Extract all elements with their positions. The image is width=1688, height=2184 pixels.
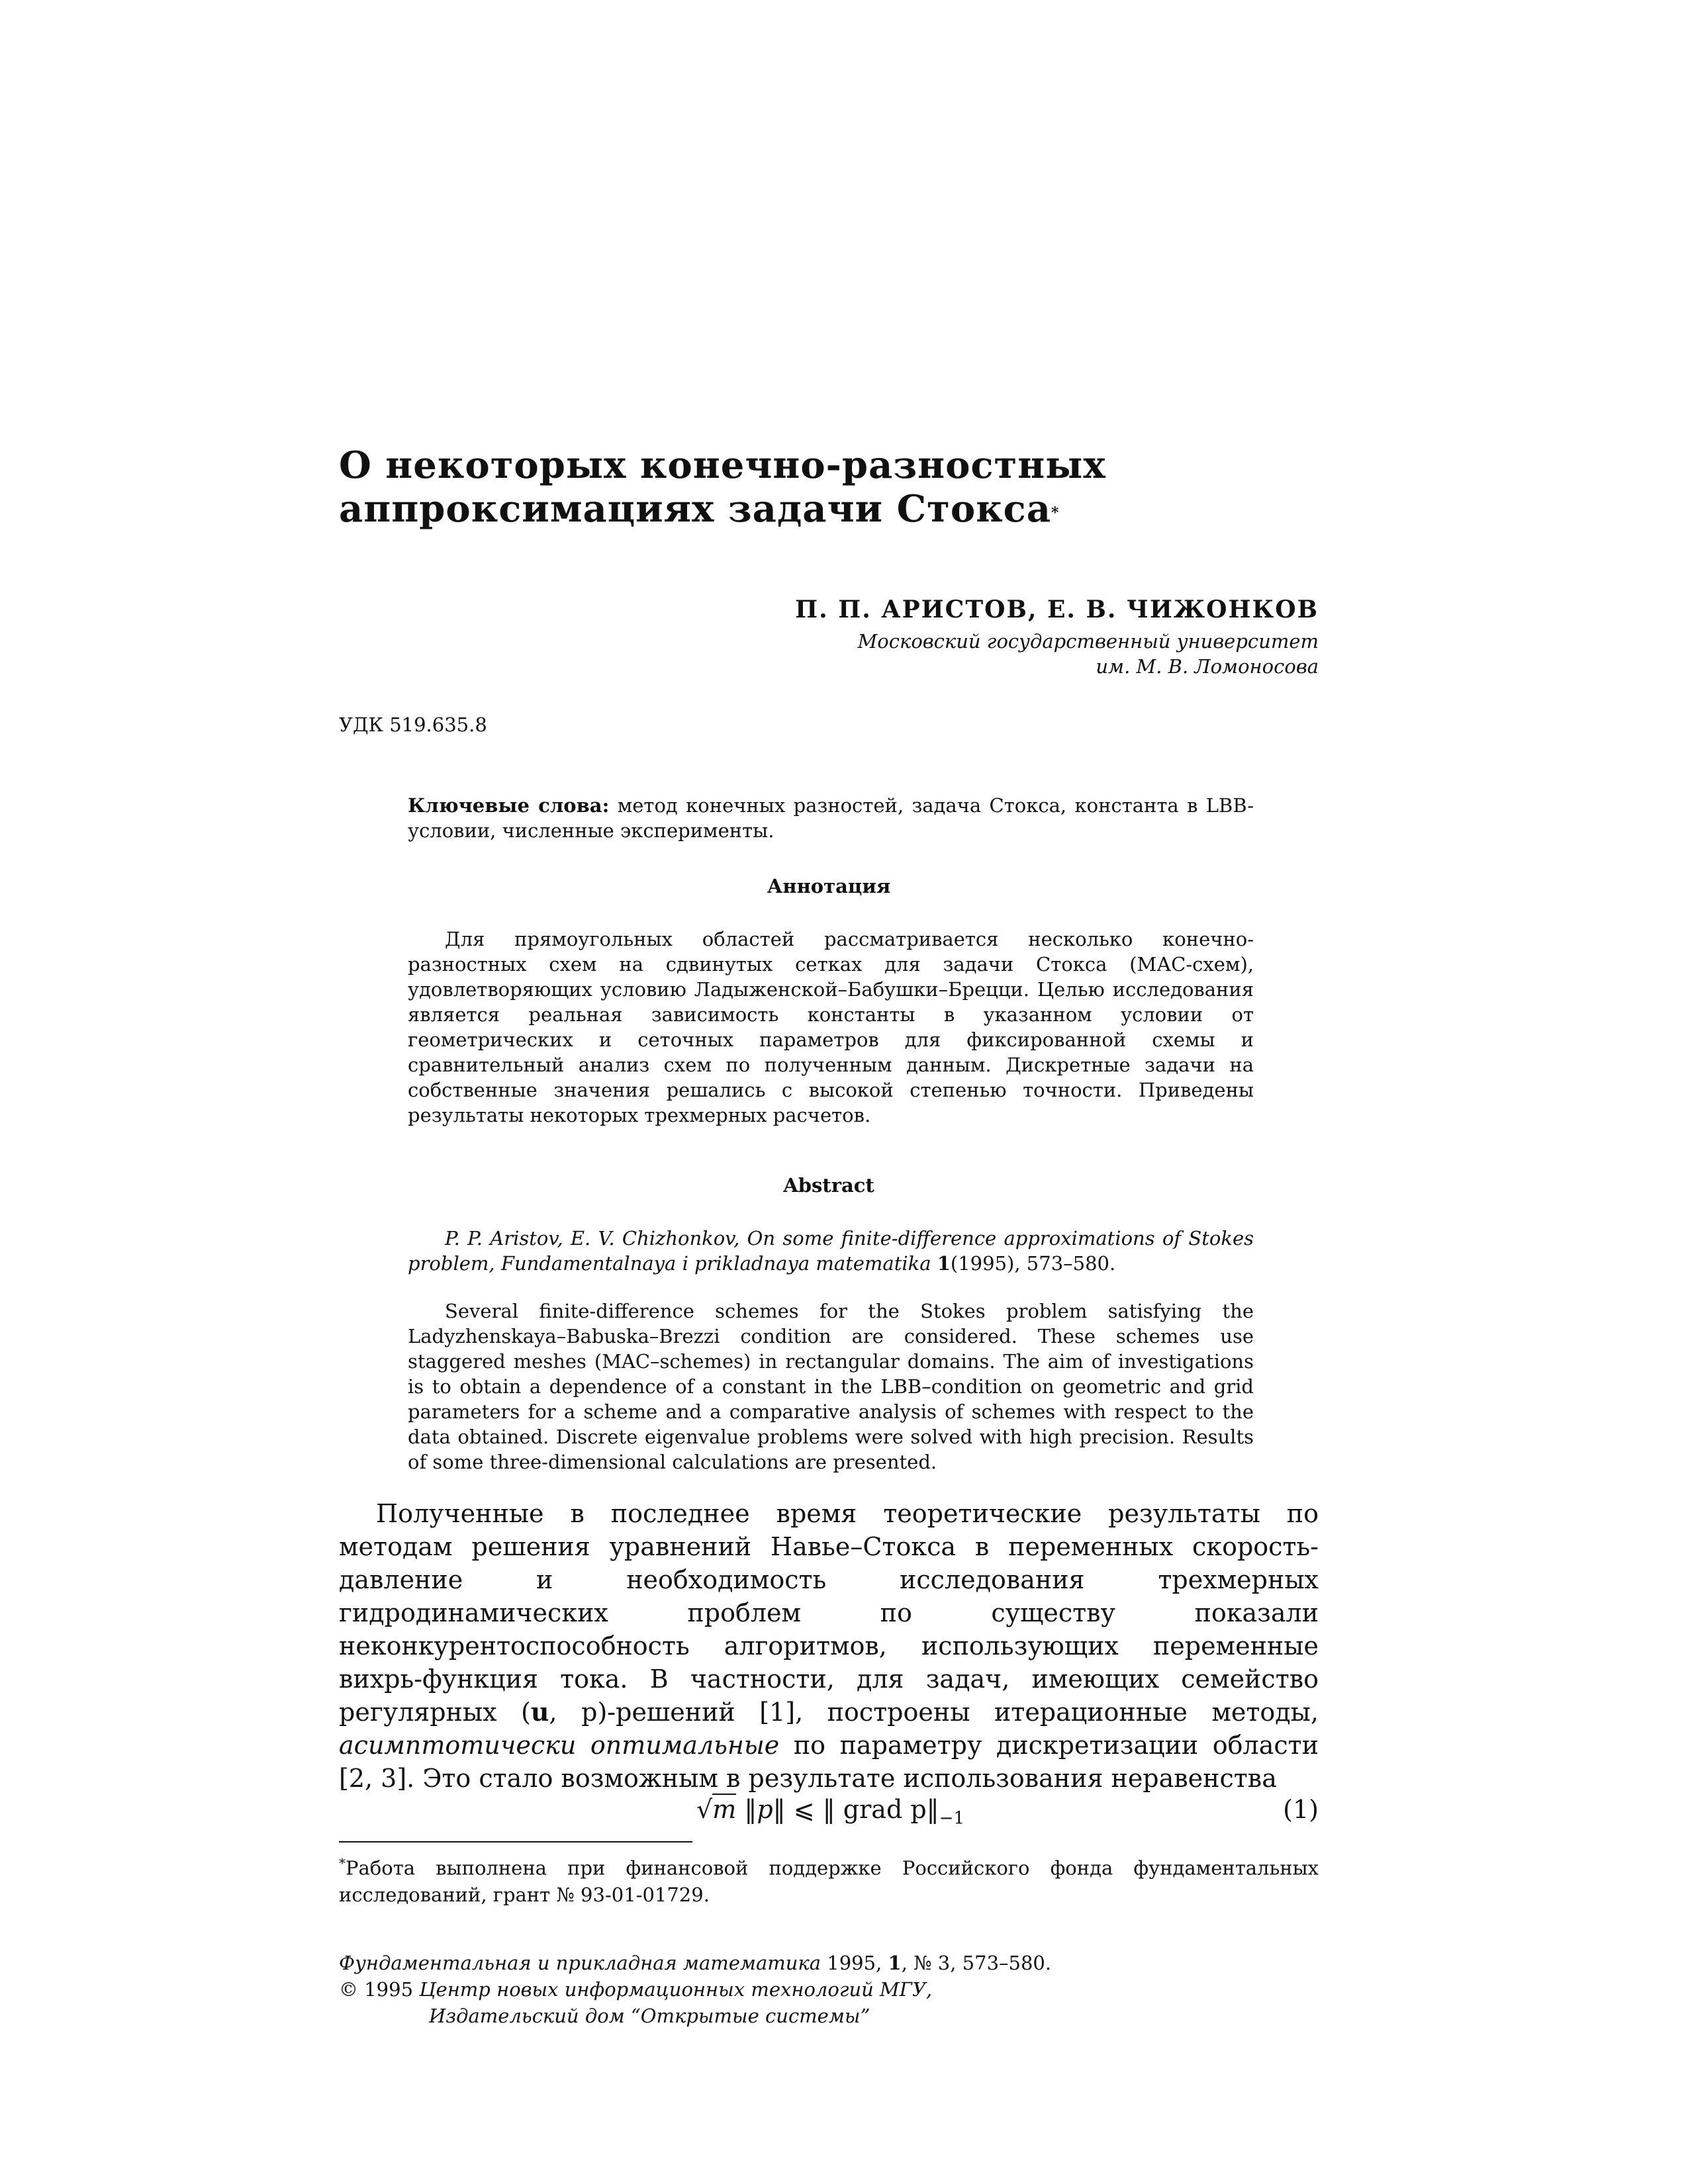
- abstract-text: Several finite-difference schemes for the Stokes problem satisfying the Ladyzhenskaya–Babuska–Brezzi condition are considered. These schemes use staggered meshes (MAC–schemes) in rectangular domains. The aim of investigations is to obtain a dependence of a constant in the LBB–condition on geometric and grid parameters for a scheme and a comparative analysis of schemes with respect to the data obtained. Discrete eigenvalue problems were solved with high precision. Results of some three-dimensional calculations are presented.: [408, 1300, 1254, 1473]
- journal-publisher: Издательский дом “Открытые системы”: [429, 2005, 870, 2027]
- journal-line-1: [339, 1950, 1319, 1976]
- authors: П. П. АРИСТОВ, Е. В. ЧИЖОНКОВ: [795, 596, 1319, 623]
- journal-issue-pages: , № 3, 573–580.: [901, 1952, 1052, 1974]
- title-line-2: [339, 487, 1464, 531]
- sqrt-sign: √: [696, 1795, 713, 1824]
- body-part-2: , p)-решений [1], построены итерационные методы,: [549, 1698, 1319, 1727]
- title-footnote-mark: *: [1051, 504, 1060, 522]
- journal-line-2: [339, 1976, 1319, 2003]
- abstract-heading: Abstract: [783, 1174, 874, 1197]
- annotation-heading: Аннотация: [767, 875, 891, 897]
- journal-volume: 1: [888, 1952, 902, 1974]
- rhs-subscript: −1: [939, 1808, 965, 1829]
- footnote-text: Работа выполнена при финансовой поддержке Российского фонда фундаментальных исследований, грант № 93-01-01729.: [339, 1856, 1319, 1906]
- abstract-citation: [408, 1226, 1254, 1276]
- vector-u: u: [530, 1697, 549, 1727]
- journal-info: [339, 1950, 1319, 2029]
- paper-title: [339, 443, 1464, 531]
- equation-1: [339, 1795, 1319, 1828]
- footnote-mark: *: [339, 1855, 346, 1871]
- equation-body: [696, 1795, 964, 1829]
- body-part-3: по параметру дискретизации области [2, 3]. Это стало возможным в результате использования неравенства: [339, 1731, 1319, 1793]
- citation-prefix: P. P. Aristov, E. V. Chizhonkov, On some finite-difference approximations of Stokes problem, Fundamentalnaya i prikladnaya matematika: [408, 1227, 1254, 1275]
- citation-suffix: (1995), 573–580.: [950, 1252, 1116, 1275]
- rhs-norm: ‖ grad p‖: [822, 1795, 939, 1824]
- footnote-rule: [339, 1841, 692, 1843]
- annotation: [408, 927, 1254, 1128]
- journal-copyright: © 1995: [339, 1978, 414, 2001]
- citation-volume: 1: [937, 1252, 951, 1275]
- equation-number: (1): [1283, 1795, 1319, 1824]
- relation-sign: ⩽: [793, 1795, 815, 1824]
- title-line-1: О некоторых конечно-разностных: [339, 443, 1106, 487]
- keywords-text: метод конечных разностей, задача Стокса, константа в LBB-условии, численные эксперименты.: [408, 794, 1254, 842]
- journal-year: 1995,: [827, 1952, 882, 1974]
- body-paragraph: Полученные в последнее время теоретические результаты по методам решения уравнений Навье–Стокса в переменных скорость-давление и необходимость исследования трехмерных гидродинамических проблем по существу показали неконкурентоспособность алгоритмов, использующих переменные вихрь-функция тока. В частности, для задач, имеющих семейство регулярных (u, p)-решений [1], построены итерационные методы, асимптотически оптимальные по параметру дискретизации области [2, 3]. Это стало возможным в результате использования неравенства: [339, 1499, 1319, 1793]
- footnote: [339, 1850, 1319, 1908]
- journal-name: Фундаментальная и прикладная математика: [339, 1952, 821, 1974]
- annotation-text: Для прямоугольных областей рассматривается несколько конечно-разностных схем на сдвинутых сетках для задачи Стокса (МАС-схем), удовлетворяющих условию Ладыженской–Бабушки–Брецци. Целью исследования является реальная зависимость константы в указанном условии от геометрических и сеточных параметров для фиксированной схемы и сравнительный анализ схем по полученным данным. Дискретные задачи на собственные значения решались с высокой степенью точности. Приведены результаты некоторых трехмерных расчетов.: [408, 928, 1254, 1126]
- keywords: [408, 793, 1254, 843]
- norm-p: ‖p‖: [744, 1795, 786, 1824]
- keywords-label: Ключевые слова:: [408, 794, 610, 817]
- title-line-2-text: аппроксимациях задачи Стокса: [339, 487, 1052, 531]
- body-emphasis: асимптотически оптимальные: [339, 1731, 780, 1760]
- affiliation: [662, 629, 1319, 679]
- journal-center: Центр новых информационных технологий МГУ,: [419, 1978, 933, 2001]
- abstract: [408, 1298, 1254, 1475]
- sqrt-radicand: m: [712, 1795, 737, 1824]
- body-part-1: Полученные в последнее время теоретические результаты по методам решения уравнений Навье–Стокса в переменных скорость-давление и необходимость исследования трехмерных гидродинамических проблем по существу показали неконкурентоспособность алгоритмов, использующих переменные вихрь-функция тока. В частности, для задач, имеющих семейство регулярных: [339, 1499, 1319, 1727]
- affiliation-line-2: им. М. В. Ломоносова: [1096, 655, 1319, 678]
- affiliation-line-1: Московский государственный университет: [857, 630, 1319, 653]
- udk-code: УДК 519.635.8: [339, 713, 487, 736]
